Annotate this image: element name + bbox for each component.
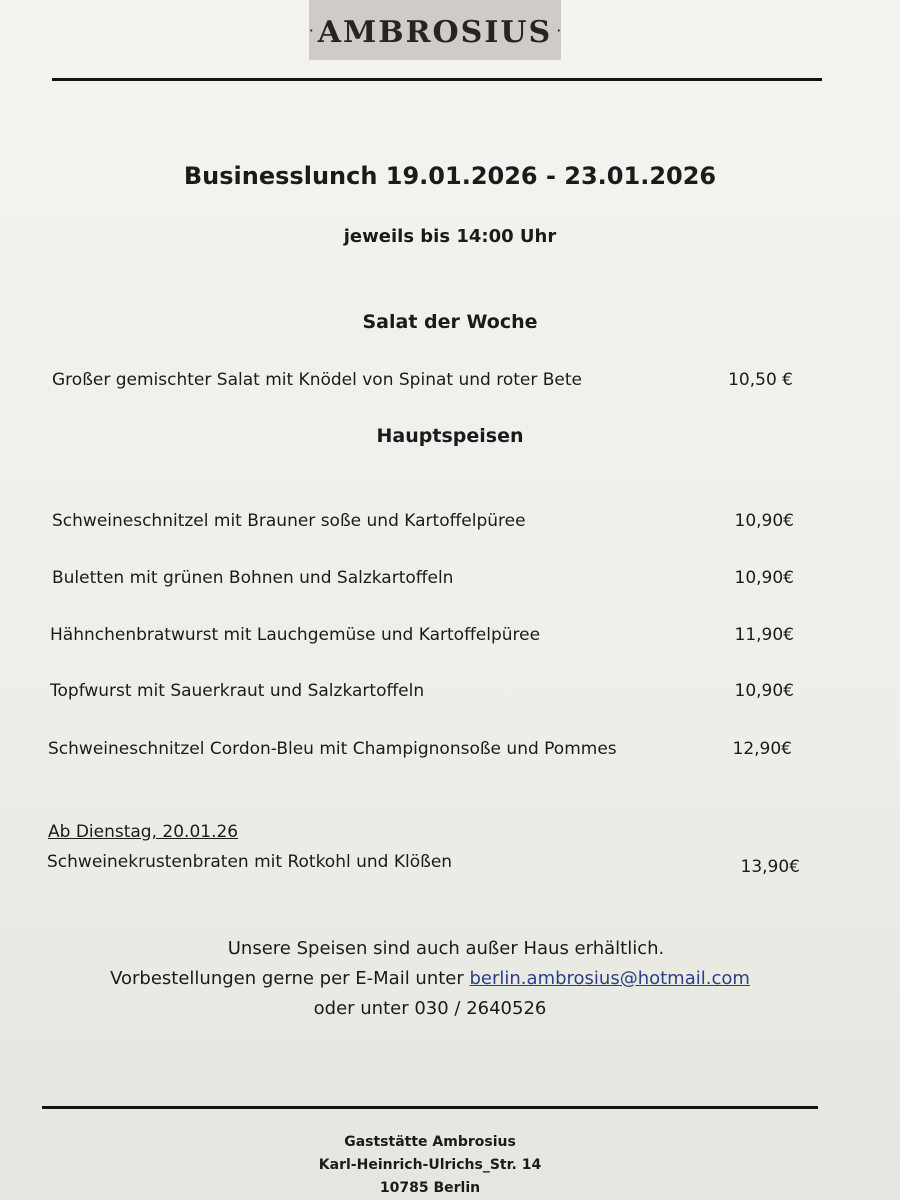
menu-item-name: Buletten mit grünen Bohnen und Salzkartoffeln	[52, 568, 454, 588]
section-heading-salad: Salat der Woche	[362, 311, 538, 333]
phone-note: oder unter 030 / 2640526	[313, 998, 547, 1019]
menu-item-price: 11,90€	[734, 625, 794, 645]
menu-item-name: Schweineschnitzel Cordon-Bleu mit Champignonsoße und Pommes	[48, 739, 617, 759]
special-item-price: 13,90€	[740, 857, 800, 877]
menu-item-price: 10,50 €	[728, 370, 793, 390]
menu-title: Businesslunch 19.01.2026 - 23.01.2026	[183, 162, 717, 190]
special-heading: Ab Dienstag, 20.01.26	[48, 822, 239, 842]
takeaway-note: Unsere Speisen sind auch außer Haus erhältlich.	[227, 938, 665, 959]
footer-city: 10785 Berlin	[379, 1180, 481, 1196]
preorder-note	[0, 968, 880, 989]
menu-item-price: 10,90€	[734, 681, 794, 701]
menu-item-price: 10,90€	[734, 511, 794, 531]
logo-ornament-left: ·	[308, 20, 314, 40]
top-divider	[52, 78, 822, 81]
menu-item-price: 12,90€	[732, 739, 792, 759]
menu-item-name: Hähnchenbratwurst mit Lauchgemüse und Kartoffelpüree	[50, 625, 541, 645]
logo	[309, 0, 561, 60]
footer-street: Karl-Heinrich-Ulrichs_Str. 14	[318, 1157, 542, 1173]
menu-item-name: Topfwurst mit Sauerkraut und Salzkartoffeln	[50, 681, 425, 701]
section-heading-main: Hauptspeisen	[376, 425, 524, 447]
email-link[interactable]: berlin.ambrosius@hotmail.com	[469, 968, 750, 989]
logo-ornament-right: ·	[556, 20, 562, 40]
footer-name: Gaststätte Ambrosius	[344, 1134, 516, 1150]
menu-item-price: 10,90€	[734, 568, 794, 588]
logo-text: AMBROSIUS	[317, 14, 553, 50]
preorder-note-text: Vorbestellungen gerne per E-Mail unter	[110, 968, 470, 989]
menu-item-name: Großer gemischter Salat mit Knödel von Spinat und roter Bete	[52, 370, 582, 390]
menu-item-name: Schweineschnitzel mit Brauner soße und Kartoffelpüree	[52, 511, 526, 531]
special-item-name: Schweinekrustenbraten mit Rotkohl und Klößen	[47, 852, 453, 872]
bottom-divider	[42, 1106, 818, 1109]
menu-subtitle: jeweils bis 14:00 Uhr	[343, 226, 557, 247]
